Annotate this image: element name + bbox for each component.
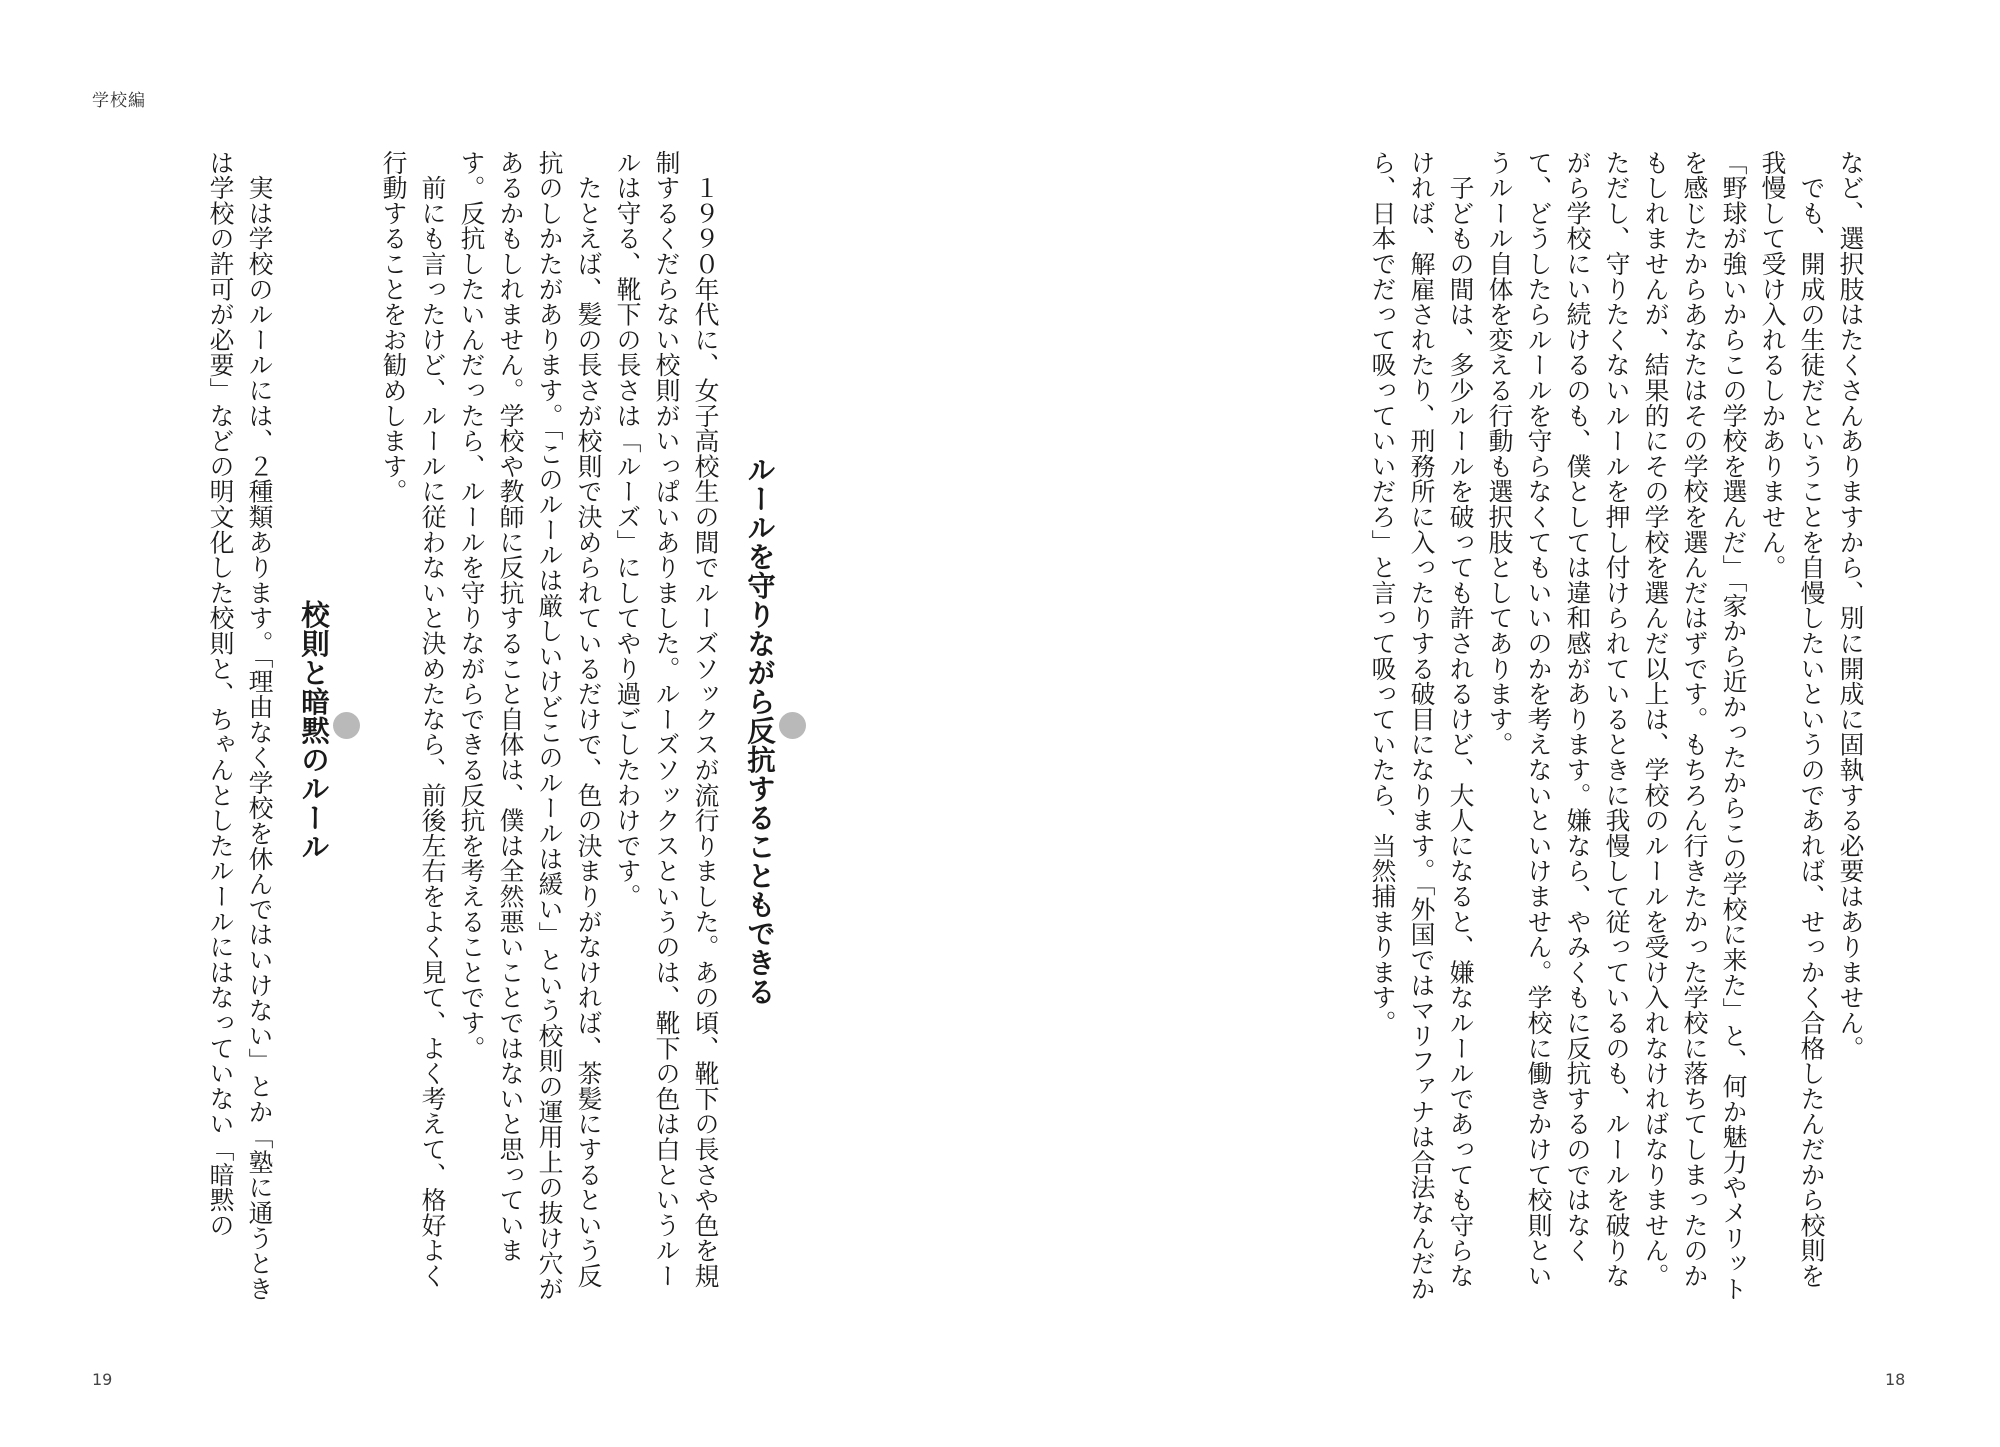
section-heading: 校則と暗黙のルール [293, 150, 360, 1310]
section-heading: ルールを守りながら反抗することもできる [739, 150, 806, 1310]
page-19-body [160, 150, 820, 1310]
paragraph: でも、開成の生徒だということを自慢したいというのであれば、せっかく合格したんだから校則を我慢して受け入れるしかありません。 [1758, 150, 1826, 1289]
page-18-body [1240, 150, 1870, 1310]
paragraph: １９９０年代に、女子高校生の間でルーズソックスが流行りました。あの頃、靴下の長さや色を規制するくだらない校則がいっぱいありました。ルーズソックスというのは、靴下の色は白というルールは守る、靴下の長さは「ルーズ」にしてやり過ごしたわけです。 [613, 150, 720, 1289]
paragraph: 子どもの間は、多少ルールを破っても許されるけど、大人になると、嫌なルールであっても守らなければ、解雇されたり、刑務所に入ったりする破目になります。「外国ではマリファナは合法なんだから、日本でだって吸っていいだろ」と言って吸っていたら、当然捕まります。 [1368, 150, 1475, 1302]
paragraph: ただし、守りたくないルールを押し付けられているときに我慢して従っているのも、ルールを破りながら学校にい続けるのも、僕としては違和感があります。嫌なら、やみくもに反抗するのではなくて、どうしたらルールを守らなくてもいいのかを考えないといけません。学校に働きかけて校則というルール自体を変える行動も選択肢としてあります。 [1485, 150, 1631, 1289]
paragraph: たとえば、髪の長さが校則で決められているだけで、色の決まりがなければ、茶髪にするという反抗のしかたがあります。「このルールは厳しいけどこのルールは緩い」という校則の運用上の抜け穴があるかもしれません。学校や教師に反抗すること自体は、僕は全然悪いことではないと思っています。反抗したいんだったら、ルールを守りながらできる反抗を考えることです。 [457, 150, 603, 1302]
running-head: 学校編 [92, 91, 146, 111]
paragraph: など、選択肢はたくさんありますから、別に開成に固執する必要はありません。 [1836, 150, 1865, 1061]
paragraph: 実は学校のルールには、２種類あります。「理由なく学校を休んではいけない」とか「塾に通うときは学校の許可が必要」などの明文化した校則と、ちゃんとしたルールにはなっていない「暗黙の [206, 150, 274, 1302]
bullet-dot-icon [779, 712, 806, 739]
bullet-dot-icon [333, 712, 360, 739]
page-number-right: 18 [1885, 1370, 1906, 1389]
paragraph: 前にも言ったけど、ルールに従わないと決めたなら、前後左右をよく見て、よく考えて、格好よく行動することをお勧めします。 [379, 150, 447, 1289]
page-number-left: 19 [92, 1370, 113, 1389]
paragraph: 「野球が強いからこの学校を選んだ」「家から近かったからこの学校に来た」と、何か魅力やメリットを感じたからあなたはその学校を選んだはずです。もちろん行きたかった学校に落ちてしまったのかもしれませんが、結果的にその学校を選んだ以上は、学校のルールを受け入れなければなりません。 [1641, 150, 1748, 1302]
